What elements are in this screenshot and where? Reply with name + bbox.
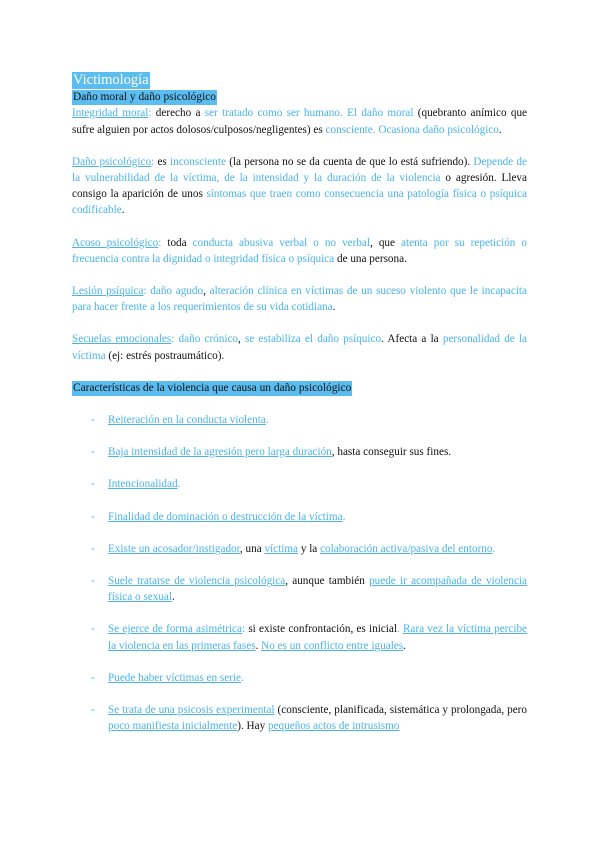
section-heading-1: Daño moral y daño psicológico — [73, 91, 216, 104]
list-item: - Se trata de una psicosis experimental (consciente, planificada, sistemática y prolongada, pero poco manifiesta inicialmente). Hay pequeños actos de intrusismo — [91, 704, 527, 733]
list-item: - Suele tratarse de violencia psicológica, aunque también puede ir acompañada de violencia física o sexual. — [91, 575, 528, 604]
dash-bullet-icon: - — [91, 671, 95, 684]
dash-bullet-icon: - — [91, 623, 95, 636]
paragraph-acoso-psicologico: Acoso psicológico: toda conducta abusiva verbal o no verbal, que atenta por su repetición o frecuencia contra la dignidad o integridad física o psíquica de una persona. — [72, 236, 528, 265]
characteristics-list — [72, 412, 527, 734]
list-item: - Existe un acosador/instigador, una víctima y la colaboración activa/pasiva del entorno. — [72, 541, 527, 557]
title-highlight: Victimología — [73, 72, 149, 88]
list-item: - Reiteración en la conducta violenta. — [72, 412, 527, 428]
list-item: - Finalidad de dominación o destrucción de la víctima. — [72, 509, 527, 525]
dash-bullet-icon: - — [91, 704, 95, 717]
section-heading-2: Características de la violencia que causa un daño psicológico — [73, 381, 352, 394]
dash-bullet-icon: - — [91, 446, 95, 459]
paragraph-secuelas-emocionales: Secuelas emocionales: daño crónico, se estabiliza el daño psíquico. Afecta a la personalidad de la víctima (ej: estrés postraumático). — [72, 333, 528, 362]
paragraph-integridad-moral: Integridad moral: derecho a ser tratado como ser humano. El daño moral (quebranto anímico que sufre alguien por actos dolosos/culposos/negligentes) es consciente. Ocasiona daño psicológico. — [72, 107, 528, 136]
list-item: - Baja intensidad de la agresión pero larga duración, hasta conseguir sus fines. — [72, 444, 527, 460]
paragraph-dano-psicologico: Daño psicológico: es inconsciente (la persona no se da cuenta de que lo está sufriendo). Depende de la vulnerabilidad de la víctima, de la intensidad y la duración de la violencia o agresión. Lleva consigo la aparición de unos síntomas que traen como consecuencia una patología física o psíquica codificable. — [72, 155, 527, 217]
dash-bullet-icon: - — [91, 478, 95, 491]
dash-bullet-icon: - — [91, 575, 95, 588]
list-item: - Puede haber víctimas en serie. — [72, 670, 527, 686]
dash-bullet-icon: - — [91, 510, 95, 523]
dash-bullet-icon: - — [91, 414, 95, 427]
document-title — [72, 72, 527, 89]
list-item: - Intencionalidad. — [72, 476, 527, 492]
dash-bullet-icon: - — [91, 542, 95, 555]
document-page — [72, 72, 527, 750]
paragraph-lesion-psiquica: Lesión psíquica: daño agudo, alteración clínica en víctimas de un suceso violento que le incapacita para hacer frente a los requerimientos de su vida cotidiana. — [72, 285, 528, 314]
list-item: - Se ejerce de forma asimétrica: si existe confrontación, es inicial. Rara vez la víctima percibe la violencia en las primeras fases. No es un conflicto entre iguales. — [91, 623, 528, 652]
